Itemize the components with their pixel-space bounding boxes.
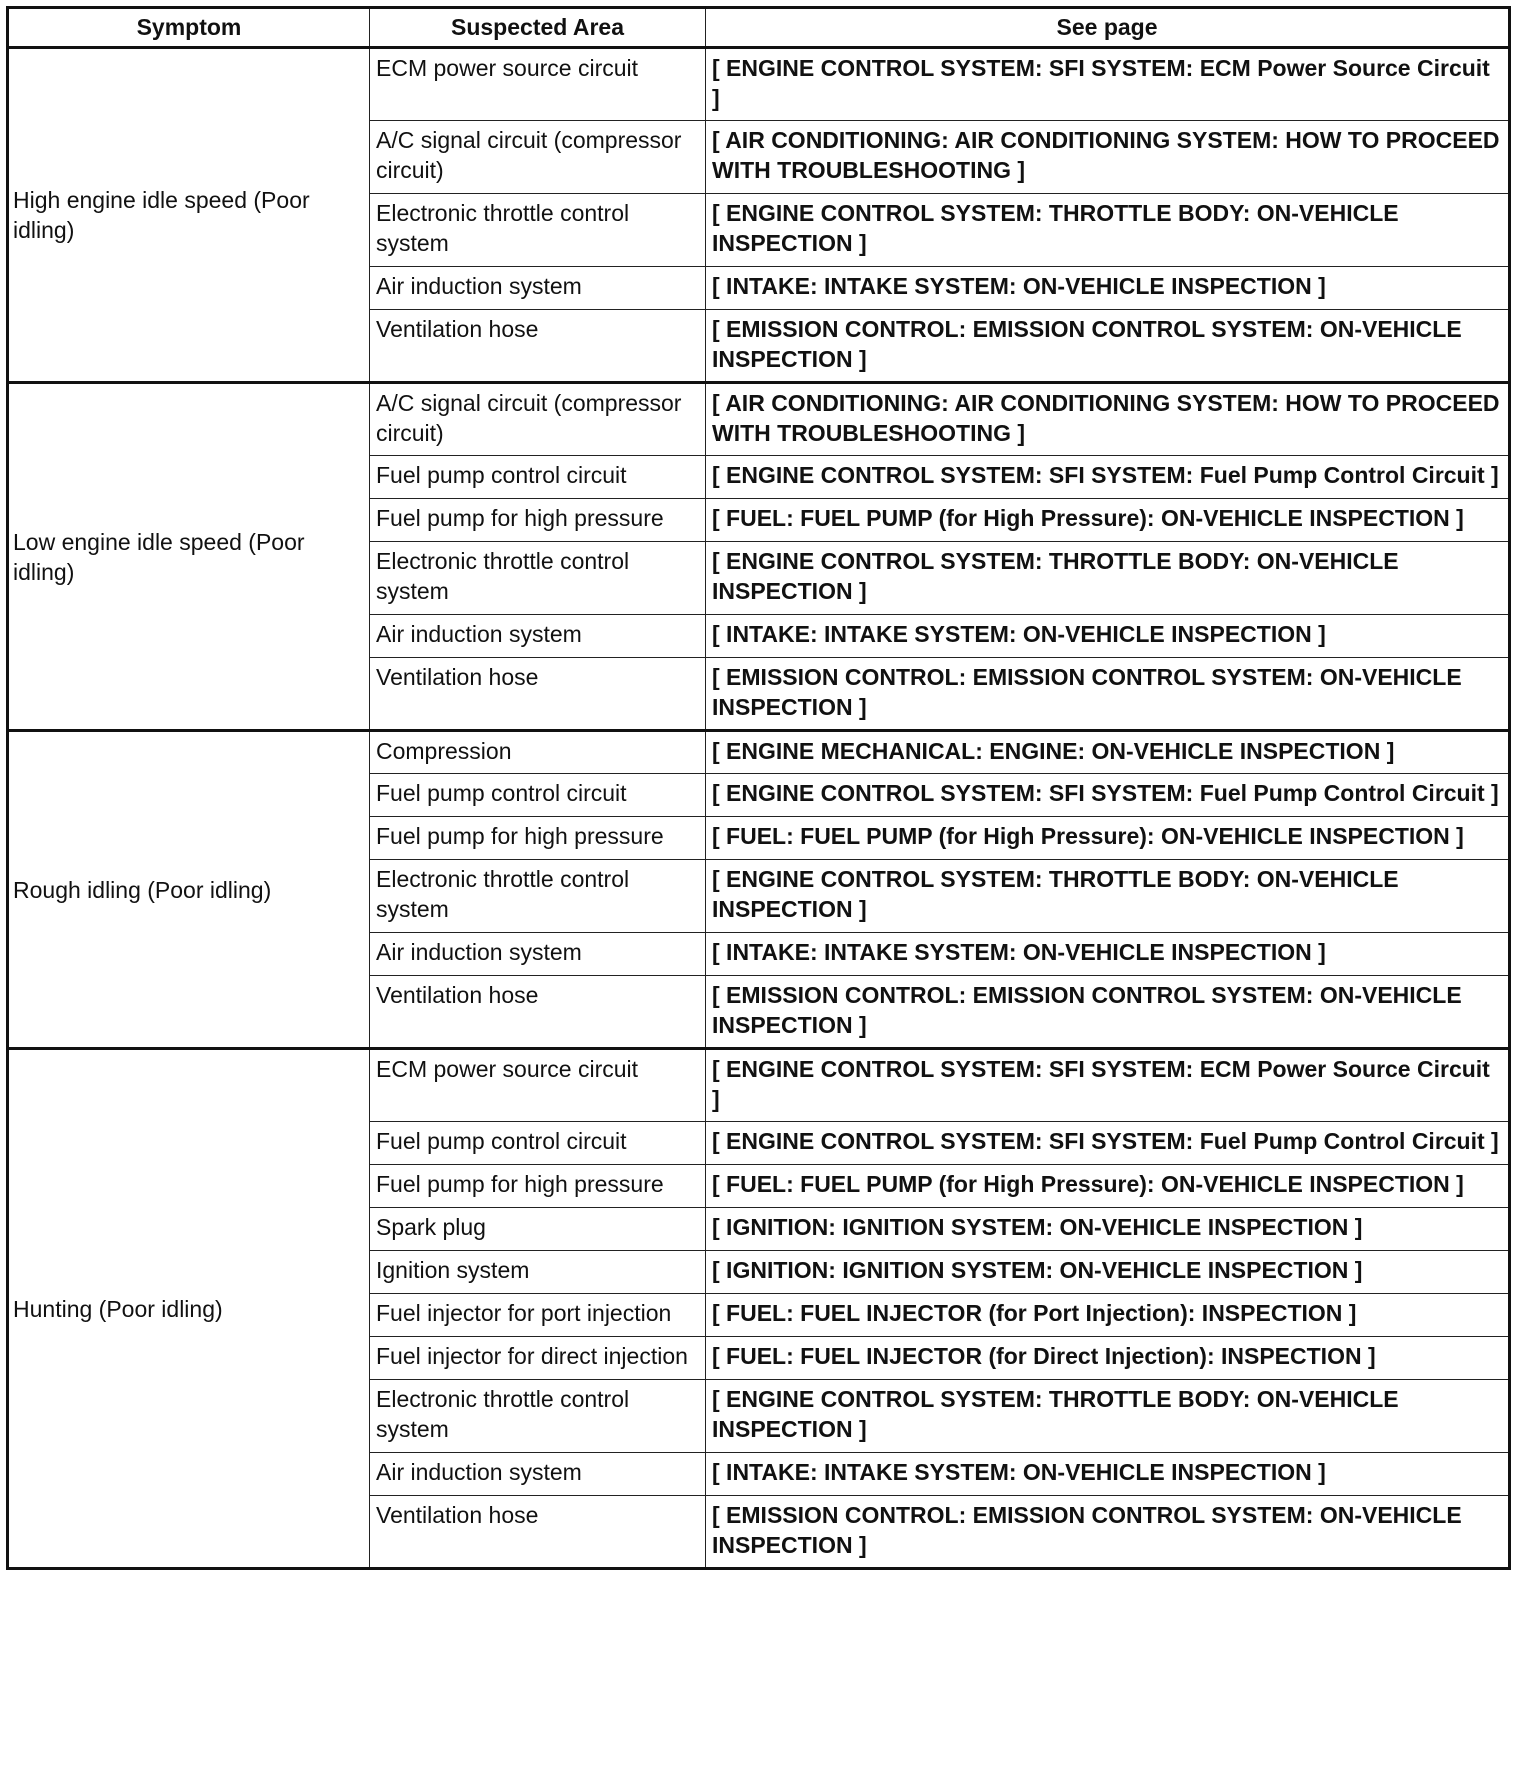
suspected-area-cell: Compression bbox=[370, 731, 706, 774]
see-page-cell: [ INTAKE: INTAKE SYSTEM: ON-VEHICLE INSPECTION ] bbox=[706, 1453, 1510, 1496]
symptom-cell: Low engine idle speed (Poor idling) bbox=[8, 383, 370, 731]
troubleshooting-table bbox=[6, 6, 1511, 1570]
suspected-area-cell: ECM power source circuit bbox=[370, 1049, 706, 1122]
suspected-area-cell: Air induction system bbox=[370, 933, 706, 976]
see-page-cell: [ IGNITION: IGNITION SYSTEM: ON-VEHICLE INSPECTION ] bbox=[706, 1208, 1510, 1251]
header-see-page: See page bbox=[706, 8, 1510, 48]
suspected-area-cell: Ventilation hose bbox=[370, 658, 706, 731]
suspected-area-cell: Fuel pump control circuit bbox=[370, 774, 706, 817]
table-row bbox=[8, 383, 1510, 456]
see-page-cell: [ ENGINE CONTROL SYSTEM: THROTTLE BODY: ON-VEHICLE INSPECTION ] bbox=[706, 1380, 1510, 1453]
see-page-cell: [ ENGINE CONTROL SYSTEM: SFI SYSTEM: ECM Power Source Circuit ] bbox=[706, 1049, 1510, 1122]
suspected-area-cell: Fuel pump for high pressure bbox=[370, 1165, 706, 1208]
suspected-area-cell: Ignition system bbox=[370, 1251, 706, 1294]
suspected-area-cell: Electronic throttle control system bbox=[370, 542, 706, 615]
table-row bbox=[8, 731, 1510, 774]
see-page-cell: [ ENGINE CONTROL SYSTEM: THROTTLE BODY: ON-VEHICLE INSPECTION ] bbox=[706, 194, 1510, 267]
see-page-cell: [ ENGINE CONTROL SYSTEM: SFI SYSTEM: ECM Power Source Circuit ] bbox=[706, 48, 1510, 121]
see-page-cell: [ EMISSION CONTROL: EMISSION CONTROL SYSTEM: ON-VEHICLE INSPECTION ] bbox=[706, 976, 1510, 1049]
see-page-cell: [ FUEL: FUEL INJECTOR (for Port Injection): INSPECTION ] bbox=[706, 1294, 1510, 1337]
see-page-cell: [ AIR CONDITIONING: AIR CONDITIONING SYSTEM: HOW TO PROCEED WITH TROUBLESHOOTING ] bbox=[706, 121, 1510, 194]
suspected-area-cell: A/C signal circuit (compressor circuit) bbox=[370, 383, 706, 456]
see-page-cell: [ FUEL: FUEL PUMP (for High Pressure): ON-VEHICLE INSPECTION ] bbox=[706, 499, 1510, 542]
symptom-cell: High engine idle speed (Poor idling) bbox=[8, 48, 370, 383]
suspected-area-cell: A/C signal circuit (compressor circuit) bbox=[370, 121, 706, 194]
see-page-cell: [ EMISSION CONTROL: EMISSION CONTROL SYSTEM: ON-VEHICLE INSPECTION ] bbox=[706, 658, 1510, 731]
suspected-area-cell: Air induction system bbox=[370, 1453, 706, 1496]
suspected-area-cell: Spark plug bbox=[370, 1208, 706, 1251]
see-page-cell: [ AIR CONDITIONING: AIR CONDITIONING SYSTEM: HOW TO PROCEED WITH TROUBLESHOOTING ] bbox=[706, 383, 1510, 456]
suspected-area-cell: Fuel pump for high pressure bbox=[370, 817, 706, 860]
table-row bbox=[8, 48, 1510, 121]
see-page-cell: [ FUEL: FUEL PUMP (for High Pressure): ON-VEHICLE INSPECTION ] bbox=[706, 1165, 1510, 1208]
see-page-cell: [ EMISSION CONTROL: EMISSION CONTROL SYSTEM: ON-VEHICLE INSPECTION ] bbox=[706, 310, 1510, 383]
see-page-cell: [ ENGINE CONTROL SYSTEM: THROTTLE BODY: ON-VEHICLE INSPECTION ] bbox=[706, 542, 1510, 615]
header-row bbox=[8, 8, 1510, 48]
suspected-area-cell: Ventilation hose bbox=[370, 976, 706, 1049]
suspected-area-cell: Fuel injector for port injection bbox=[370, 1294, 706, 1337]
see-page-cell: [ ENGINE CONTROL SYSTEM: SFI SYSTEM: Fuel Pump Control Circuit ] bbox=[706, 1122, 1510, 1165]
header-suspected-area: Suspected Area bbox=[370, 8, 706, 48]
suspected-area-cell: Electronic throttle control system bbox=[370, 860, 706, 933]
suspected-area-cell: Ventilation hose bbox=[370, 310, 706, 383]
see-page-cell: [ ENGINE CONTROL SYSTEM: SFI SYSTEM: Fuel Pump Control Circuit ] bbox=[706, 774, 1510, 817]
suspected-area-cell: Air induction system bbox=[370, 267, 706, 310]
suspected-area-cell: Air induction system bbox=[370, 615, 706, 658]
suspected-area-cell: Electronic throttle control system bbox=[370, 194, 706, 267]
suspected-area-cell: Fuel pump control circuit bbox=[370, 456, 706, 499]
symptom-cell: Rough idling (Poor idling) bbox=[8, 731, 370, 1049]
see-page-cell: [ EMISSION CONTROL: EMISSION CONTROL SYSTEM: ON-VEHICLE INSPECTION ] bbox=[706, 1496, 1510, 1569]
see-page-cell: [ FUEL: FUEL PUMP (for High Pressure): ON-VEHICLE INSPECTION ] bbox=[706, 817, 1510, 860]
see-page-cell: [ ENGINE CONTROL SYSTEM: SFI SYSTEM: Fuel Pump Control Circuit ] bbox=[706, 456, 1510, 499]
suspected-area-cell: Fuel injector for direct injection bbox=[370, 1337, 706, 1380]
suspected-area-cell: Electronic throttle control system bbox=[370, 1380, 706, 1453]
symptom-cell: Hunting (Poor idling) bbox=[8, 1049, 370, 1569]
suspected-area-cell: ECM power source circuit bbox=[370, 48, 706, 121]
header-symptom: Symptom bbox=[8, 8, 370, 48]
table-body bbox=[8, 48, 1510, 1569]
table-row bbox=[8, 1049, 1510, 1122]
see-page-cell: [ IGNITION: IGNITION SYSTEM: ON-VEHICLE INSPECTION ] bbox=[706, 1251, 1510, 1294]
see-page-cell: [ ENGINE MECHANICAL: ENGINE: ON-VEHICLE INSPECTION ] bbox=[706, 731, 1510, 774]
see-page-cell: [ INTAKE: INTAKE SYSTEM: ON-VEHICLE INSPECTION ] bbox=[706, 267, 1510, 310]
see-page-cell: [ FUEL: FUEL INJECTOR (for Direct Injection): INSPECTION ] bbox=[706, 1337, 1510, 1380]
suspected-area-cell: Fuel pump for high pressure bbox=[370, 499, 706, 542]
see-page-cell: [ INTAKE: INTAKE SYSTEM: ON-VEHICLE INSPECTION ] bbox=[706, 933, 1510, 976]
suspected-area-cell: Ventilation hose bbox=[370, 1496, 706, 1569]
see-page-cell: [ INTAKE: INTAKE SYSTEM: ON-VEHICLE INSPECTION ] bbox=[706, 615, 1510, 658]
see-page-cell: [ ENGINE CONTROL SYSTEM: THROTTLE BODY: ON-VEHICLE INSPECTION ] bbox=[706, 860, 1510, 933]
suspected-area-cell: Fuel pump control circuit bbox=[370, 1122, 706, 1165]
